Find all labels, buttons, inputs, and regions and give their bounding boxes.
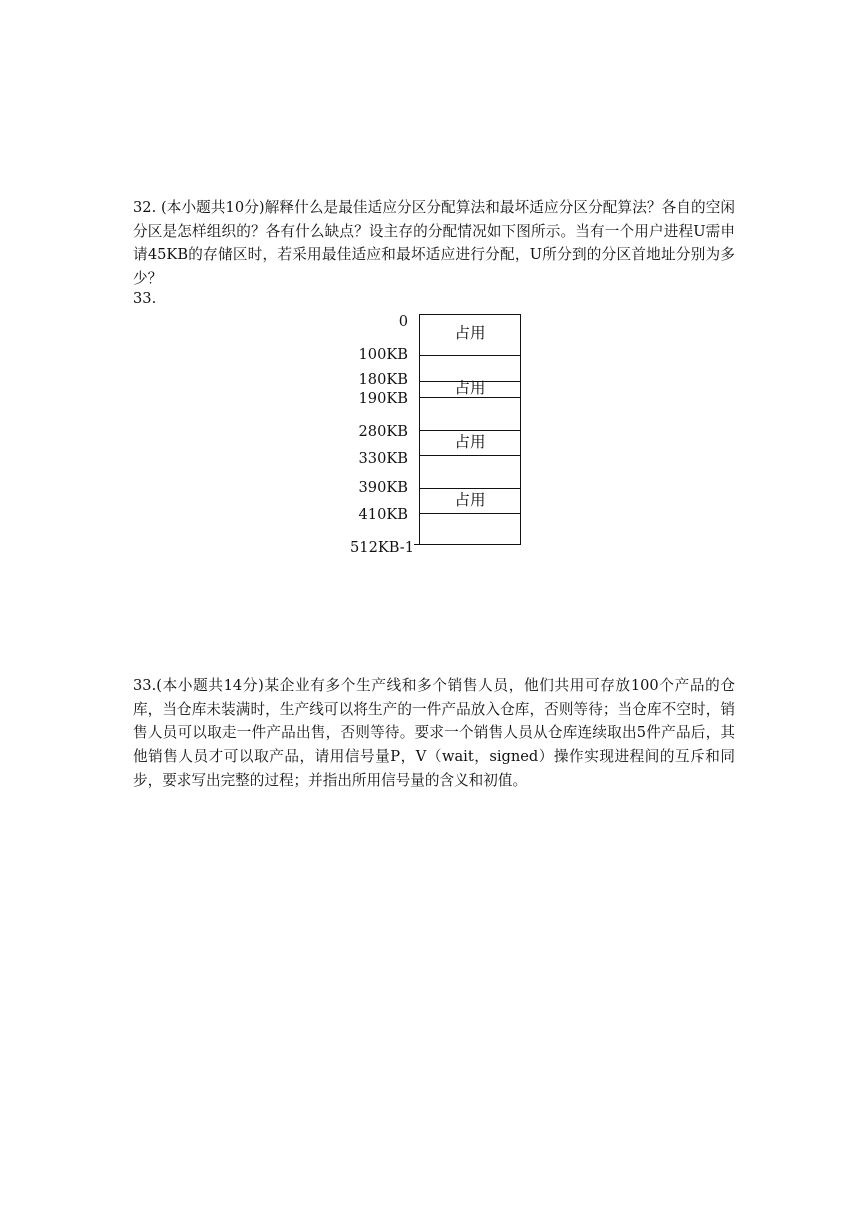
memory-block-occupied: 占用 xyxy=(454,491,486,509)
question-32-text: 32. (本小题共10分)解释什么是最佳适应分区分配算法和最坏适应分区分配算法？各自的空闲分区是怎样组织的？各有什么缺点？设主存的分配情况如下图所示。当有一个用户进程U需申请45KB的存储区时，若采用最佳适应和最坏适应进行分配，U所分到的分区首地址分别为多少？ xyxy=(133,199,735,288)
address-label: 190KB xyxy=(358,390,408,407)
memory-box xyxy=(419,314,521,545)
memory-block-occupied: 占用 xyxy=(454,379,486,397)
memory-block-occupied: 占用 xyxy=(454,433,486,451)
partition-divider xyxy=(420,455,520,456)
memory-block-occupied: 占用 xyxy=(454,324,486,342)
memory-allocation-diagram xyxy=(340,308,540,558)
address-label: 390KB xyxy=(358,479,408,496)
partition-divider xyxy=(420,397,520,398)
address-label: 180KB xyxy=(358,371,408,388)
address-label: 512KB-1 xyxy=(350,539,414,556)
answer-label: 33. xyxy=(133,290,157,307)
address-label: 330KB xyxy=(358,450,408,467)
address-label: 0 xyxy=(398,313,408,330)
question-33-text: 33.(本小题共14分)某企业有多个生产线和多个销售人员，他们共用可存放100个产品的仓库，当仓库未装满时，生产线可以将生产的一件产品放入仓库，否则等待；当仓库不空时，销售人员可以取走一件产品出售，否则等待。要求一个销售人员从仓库连续取出5件产品后，其他销售人员才可以取产品，请用信号量P，V（wait，signed）操作实现进程间的互斥和同步，要求写出完整的过程；并指出所用信号量的含义和初值。 xyxy=(133,677,735,789)
partition-divider xyxy=(420,430,520,431)
address-label: 100KB xyxy=(358,346,408,363)
partition-divider xyxy=(420,355,520,356)
address-label: 410KB xyxy=(358,506,408,523)
partition-divider xyxy=(420,513,520,514)
address-label: 280KB xyxy=(358,423,408,440)
partition-divider xyxy=(420,488,520,489)
